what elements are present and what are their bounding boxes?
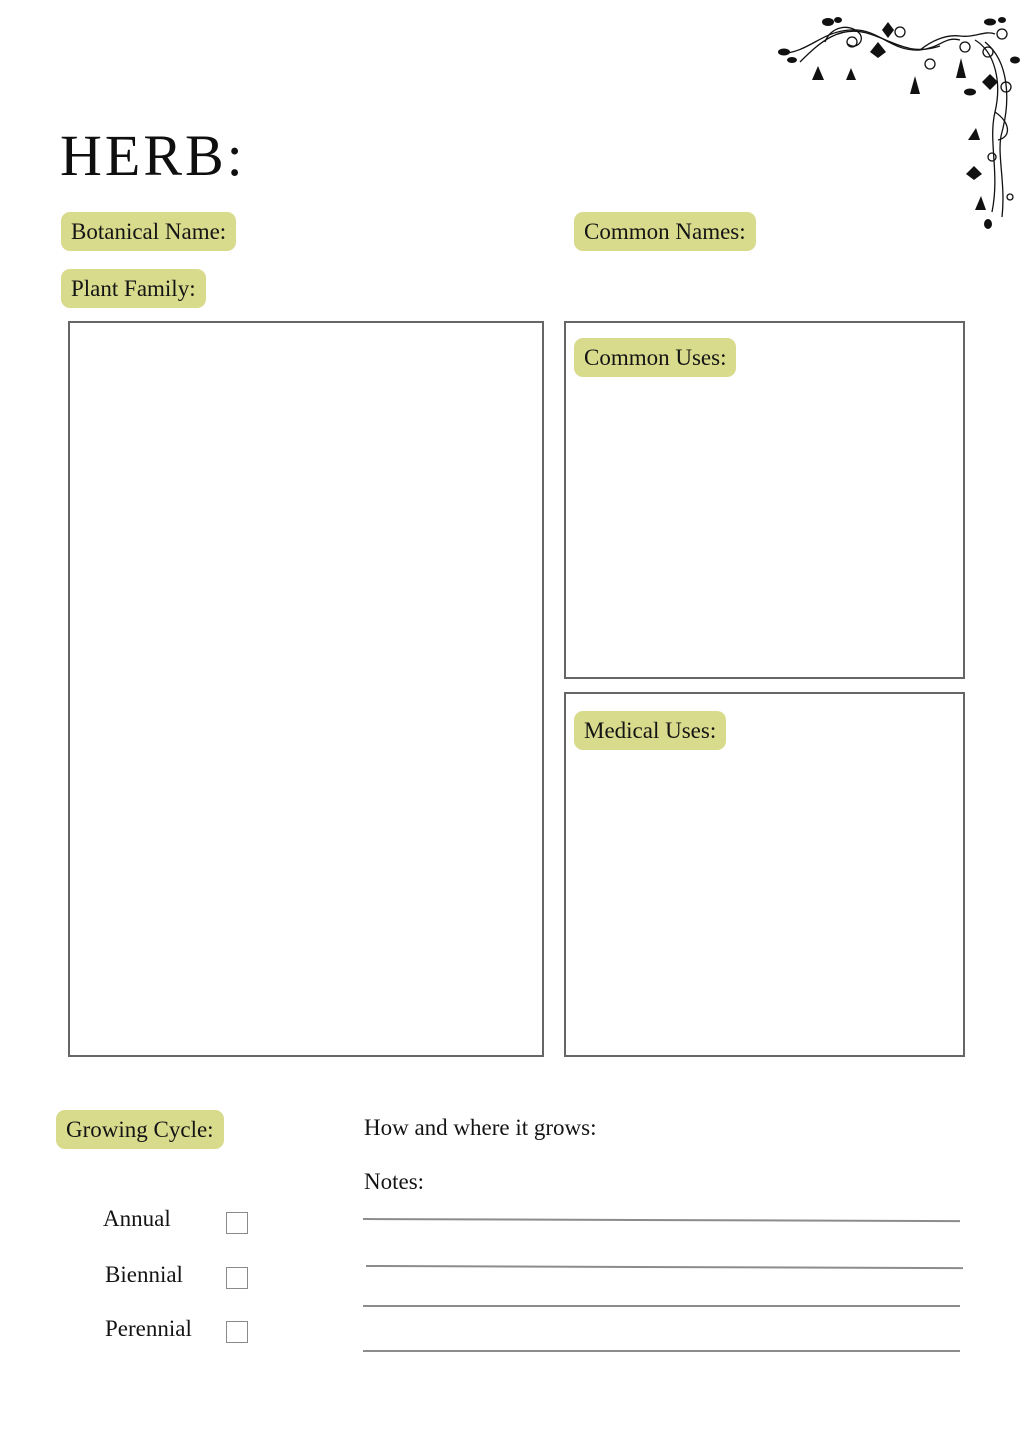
floral-corner-ornament-icon bbox=[770, 12, 1024, 234]
perennial-checkbox[interactable] bbox=[226, 1321, 248, 1343]
annual-label: Annual bbox=[103, 1206, 171, 1231]
biennial-checkbox[interactable] bbox=[226, 1267, 248, 1289]
biennial-label: Biennial bbox=[105, 1262, 183, 1287]
notes-line-2[interactable] bbox=[366, 1265, 963, 1269]
perennial-label: Perennial bbox=[105, 1316, 192, 1341]
medical-uses-label: Medical Uses: bbox=[574, 711, 726, 750]
notes-line-1[interactable] bbox=[363, 1218, 960, 1222]
how-where-grows-label: How and where it grows: bbox=[364, 1115, 597, 1140]
herb-image-box[interactable] bbox=[68, 321, 544, 1057]
growing-cycle-label: Growing Cycle: bbox=[56, 1110, 224, 1149]
notes-line-3[interactable] bbox=[363, 1305, 960, 1307]
notes-line-4[interactable] bbox=[363, 1350, 960, 1352]
botanical-name-label: Botanical Name: bbox=[61, 212, 236, 251]
page-title: HERB: bbox=[60, 122, 246, 188]
common-names-label: Common Names: bbox=[574, 212, 756, 251]
notes-label: Notes: bbox=[364, 1169, 425, 1194]
plant-family-label: Plant Family: bbox=[61, 269, 206, 308]
annual-checkbox[interactable] bbox=[226, 1212, 248, 1234]
common-uses-label: Common Uses: bbox=[574, 338, 736, 377]
